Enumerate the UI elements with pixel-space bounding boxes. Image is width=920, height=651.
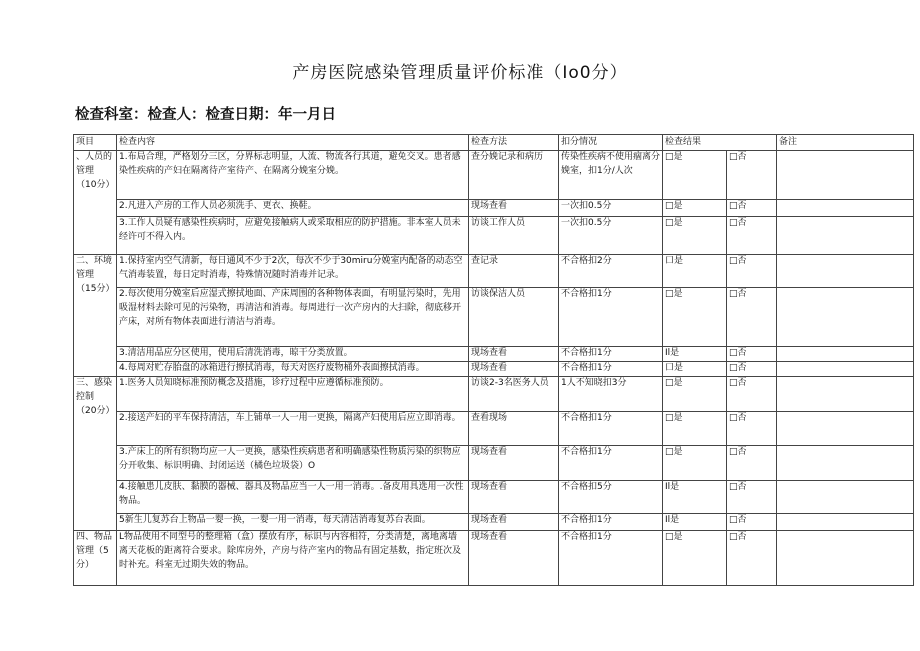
content-cell: 5新生儿复苏台上物品一婴一换，一婴一用一消毒，每天清洁消毒复苏台表面。	[117, 513, 469, 530]
category-cell: 三、感染控制（20分）	[74, 376, 117, 530]
deduction-cell: 不合格扣1分	[559, 445, 663, 480]
result-no-checkbox[interactable]: □否	[727, 530, 777, 585]
table-row	[74, 347, 914, 362]
method-cell: 现场查看	[469, 480, 559, 513]
table-row	[74, 530, 914, 585]
evaluation-table	[73, 134, 914, 586]
method-cell: 现场查看	[469, 361, 559, 376]
category-cell: 四、物品管理（5分）	[74, 530, 117, 585]
method-cell: 现场查看	[469, 445, 559, 480]
deduction-cell: 不合格扣1分	[559, 530, 663, 585]
method-cell: 访谈2-3名医务人员	[469, 376, 559, 411]
result-no-checkbox[interactable]: □否	[727, 445, 777, 480]
deduction-cell: 传染性疾病不使用痼离分娩室，扣1分/人次	[559, 151, 663, 200]
result-no-checkbox[interactable]: □否	[727, 513, 777, 530]
result-yes-checkbox[interactable]: □是	[663, 151, 727, 200]
remarks-cell	[777, 361, 914, 376]
table-row	[74, 288, 914, 347]
deduction-cell: 不合格扣1分	[559, 513, 663, 530]
result-no-checkbox[interactable]: □否	[727, 347, 777, 362]
deduction-cell: 不合格扣5分	[559, 480, 663, 513]
result-yes-checkbox[interactable]: □是	[663, 217, 727, 255]
remarks-cell	[777, 376, 914, 411]
result-no-checkbox[interactable]: □否	[727, 411, 777, 445]
result-yes-checkbox[interactable]: □是	[663, 411, 727, 445]
remarks-cell	[777, 217, 914, 255]
deduction-cell: 不合格扣2分	[559, 255, 663, 288]
deduction-cell: 一次扣0.5分	[559, 200, 663, 217]
result-no-checkbox[interactable]: □否	[727, 288, 777, 347]
deduction-cell: 不合格扣1分	[559, 347, 663, 362]
content-cell: 3.清洁用品应分区使用，使用后清洗消毒，晾干分类放置。	[117, 347, 469, 362]
content-cell: 1.医务人员知晓标准预防概念及措施，诊疗过程中应遵循标准预防。	[117, 376, 469, 411]
table-row	[74, 151, 914, 200]
table-row	[74, 445, 914, 480]
method-cell: 现场查看	[469, 200, 559, 217]
remarks-cell	[777, 347, 914, 362]
table-row	[74, 255, 914, 288]
remarks-cell	[777, 151, 914, 200]
result-yes-checkbox[interactable]: Il是	[663, 480, 727, 513]
table-row	[74, 200, 914, 217]
col-header-result: 检查结果	[663, 135, 777, 151]
result-no-checkbox[interactable]: □否	[727, 255, 777, 288]
result-yes-checkbox[interactable]: □是	[663, 445, 727, 480]
category-cell: 、人员的管理（10分）	[74, 151, 117, 255]
result-no-checkbox[interactable]: □否	[727, 480, 777, 513]
result-no-checkbox[interactable]: □否	[727, 361, 777, 376]
col-header-content: 检查内容	[117, 135, 469, 151]
remarks-cell	[777, 411, 914, 445]
remarks-cell	[777, 513, 914, 530]
result-yes-checkbox[interactable]: □是	[663, 530, 727, 585]
col-header-remarks: 备注	[777, 135, 914, 151]
remarks-cell	[777, 200, 914, 217]
table-row	[74, 480, 914, 513]
result-yes-checkbox[interactable]: □是	[663, 376, 727, 411]
content-cell: 4.每周对贮存胎盘的冰箱进行擦拭消毒，每天对医疗废物桶外表面擦拭消毒。	[117, 361, 469, 376]
result-yes-checkbox[interactable]: Il是	[663, 347, 727, 362]
content-cell: 3.产床上的所有织物均应一人一更换，感染性疾病患者和明确感染性物质污染的织物应分开收集、标识明确、封闭运送（橘色垃圾袋）O	[117, 445, 469, 480]
content-cell: 2.接送产妇的平车保持清洁，车上铺单一人一用一更换，隔离产妇使用后应立即消毒。	[117, 411, 469, 445]
deduction-cell: 不合格扣1分	[559, 288, 663, 347]
remarks-cell	[777, 530, 914, 585]
table-row	[74, 376, 914, 411]
result-yes-checkbox[interactable]: Il是	[663, 513, 727, 530]
deduction-cell: 1人不知晓扣3分	[559, 376, 663, 411]
method-cell: 现场查看	[469, 513, 559, 530]
result-yes-checkbox[interactable]: 口是	[663, 361, 727, 376]
content-cell: 2.凡进入产房的工作人员必须洗手、更衣、换鞋。	[117, 200, 469, 217]
content-cell: 2.每次使用分娩室后应湿式擦拭地面、产床周围的各种物体表面，有明显污染时，先用吸湿材料去除可见的污染物，再清洁和消毒。每周进行一次产房内的大扫除，彻底移开产床，对所有物体表面进行清洁与消毒。	[117, 288, 469, 347]
remarks-cell	[777, 288, 914, 347]
table-row	[74, 217, 914, 255]
deduction-cell: 不合格扣1分	[559, 361, 663, 376]
result-no-checkbox[interactable]: □否	[727, 376, 777, 411]
result-no-checkbox[interactable]: □否	[727, 151, 777, 200]
result-yes-checkbox[interactable]: □是	[663, 288, 727, 347]
method-cell: 访谈保洁人员	[469, 288, 559, 347]
table-row	[74, 411, 914, 445]
method-cell: 查看现场	[469, 411, 559, 445]
result-no-checkbox[interactable]: □否	[727, 217, 777, 255]
content-cell: 1.布局合理，严格划分三区，分界标志明显，人流、物流各行其道，避免交叉。患者感染性疾病的产妇在隔离待产室待产、在隔离分娩室分娩。	[117, 151, 469, 200]
header-row	[74, 135, 914, 151]
table-row	[74, 513, 914, 530]
col-header-item: 项目	[74, 135, 117, 151]
deduction-cell: 一次扣0.5分	[559, 217, 663, 255]
method-cell: 访谈工作人员	[469, 217, 559, 255]
inspection-info: 检查科室：检查人：检查日期：年一月日	[75, 107, 336, 123]
result-no-checkbox[interactable]: □否	[727, 200, 777, 217]
remarks-cell	[777, 480, 914, 513]
method-cell: 查记录	[469, 255, 559, 288]
page-title: 产房医院感染管理质量评价标准（Io0分）	[292, 63, 628, 83]
result-yes-checkbox[interactable]: 口是	[663, 255, 727, 288]
remarks-cell	[777, 255, 914, 288]
remarks-cell	[777, 445, 914, 480]
method-cell: 现场查看	[469, 530, 559, 585]
col-header-deduction: 扣分情况	[559, 135, 663, 151]
content-cell: 1.保持室内空气清新，每日通风不少于2次，每次不少于30miru分娩室内配备的动态空气消毒装置，每日定时消毒，特殊情况随时消毒并记录。	[117, 255, 469, 288]
category-cell: 二、环境管理（15分）	[74, 255, 117, 377]
method-cell: 查分娩记录和病历	[469, 151, 559, 200]
content-cell: 3.工作人员疑有感染性疾病时，应避免接触病人或采取相应的防护措施。非本室人员未经许可不得入内。	[117, 217, 469, 255]
content-cell: L物品使用不同型号的整理箱（盒）摆放有序，标识与内容相符，分类清楚，离地离墙离天花板的距离符合要求。除库房外，产房与待产室内的物品有固定基数，指定班次及时补充。科室无过期失效的物品。	[117, 530, 469, 585]
deduction-cell: 不合格扣1分	[559, 411, 663, 445]
method-cell: 现场查看	[469, 347, 559, 362]
result-yes-checkbox[interactable]: □是	[663, 200, 727, 217]
col-header-method: 检查方法	[469, 135, 559, 151]
table-row	[74, 361, 914, 376]
content-cell: 4.接触患儿皮肤、黏膜的器械、器具及物品应当一人一用一消毒。.备皮用具选用一次性物品。	[117, 480, 469, 513]
